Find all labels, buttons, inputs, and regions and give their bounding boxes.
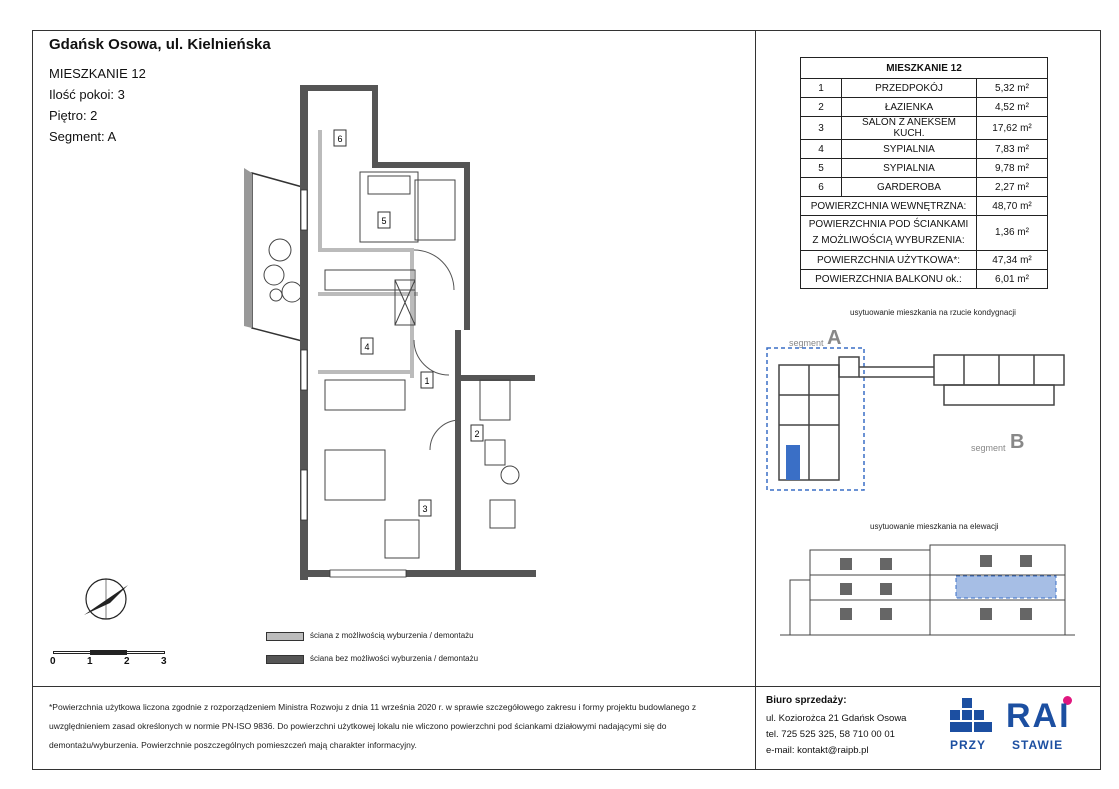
balcony [244, 168, 306, 342]
internal-area-row: POWIERZCHNIA WEWNĘTRZNA: 48,70 m² [801, 197, 1048, 216]
segment-label: Segment: A [49, 129, 117, 144]
table-row: 3 SALON Z ANEKSEM KUCH. 17,62 m² [801, 117, 1048, 140]
legend-dark-text: ściana bez możliwości wyburzenia / demontażu [310, 654, 479, 663]
page-title: Gdańsk Osowa, ul. Kielnieńska [49, 36, 271, 53]
horizontal-divider [32, 686, 1101, 687]
elevation-drawing [780, 540, 1075, 640]
segment-b-word: segment [971, 443, 1006, 453]
walls-area-row: POWIERZCHNIA POD ŚCIANKAMI Z MOŻLIWOŚCIĄ WYBURZENIA: 1,36 m² [801, 216, 1048, 251]
segment-b-letter: B [1010, 431, 1025, 453]
logo-sub-right: STAWIE [1012, 738, 1064, 752]
logo-sub-left: PRZY [950, 738, 987, 752]
office-phone: tel. 725 525 325, 58 710 00 01 [766, 729, 895, 740]
rai-logo [950, 696, 1080, 758]
table-row: 4 SYPIALNIA 7,83 m² [801, 140, 1048, 159]
area-table [800, 57, 1048, 289]
scale-tick-0: 0 [50, 656, 56, 667]
office-heading: Biuro sprzedaży: [766, 695, 847, 706]
rooms-count: Ilość pokoi: 3 [49, 87, 125, 102]
table-row: 5 SYPIALNIA 9,78 m² [801, 159, 1048, 178]
floor-plan [230, 80, 540, 580]
scale-tick-1: 1 [87, 656, 93, 667]
logo-word: RAI [1006, 697, 1071, 735]
room-number-5: 5 [381, 216, 387, 226]
scale-tick-2: 2 [124, 656, 130, 667]
apartment-label: MIESZKANIE 12 [49, 66, 146, 81]
elevation-caption: usytuowanie mieszkania na elewacji [870, 522, 999, 531]
north-arrow-icon [78, 575, 138, 625]
segment-a-letter: A [827, 327, 842, 349]
room-number-3: 3 [422, 504, 428, 514]
segment-a-word: segment [789, 338, 824, 348]
table-row: 6 GARDEROBA 2,27 m² [801, 178, 1048, 197]
room-number-1: 1 [424, 376, 430, 386]
table-row: 2 ŁAZIENKA 4,52 m² [801, 98, 1048, 117]
table-row: 1 PRZEDPOKÓJ 5,32 m² [801, 79, 1048, 98]
vertical-divider [755, 30, 756, 686]
room-number-6: 6 [337, 134, 343, 144]
balcony-area-row: POWIERZCHNIA BALKONU ok.: 6,01 m² [801, 270, 1048, 289]
scale-tick-3: 3 [161, 656, 167, 667]
footnote: *Powierzchnia użytkowa liczona zgodnie z rozporządzeniem Ministra Rozwoju z dnia 11 września 2020 r. w sprawie szczegółowego zakresu i formy projektu budowlanego z uwzględnieniem zasad określonych w normie PN-ISO 9836. Do powierzchni użytkowej lokalu nie wliczono powierzchni pod ściankami działowymi nadającymi się do demontażu/wyburzenia. Powierzchnie poszczególnych pomieszczeń mają charakter informacyjny. [49, 702, 697, 750]
room-number-4: 4 [364, 342, 370, 352]
table-title: MIESZKANIE 12 [801, 58, 1048, 79]
legend-swatch-light [266, 632, 304, 641]
floor-number: Piętro: 2 [49, 108, 98, 123]
office-email[interactable]: e-mail: kontakt@raipb.pl [766, 745, 869, 756]
footer-divider [755, 686, 756, 770]
office-address: ul. Koziorożca 21 Gdańsk Osowa [766, 713, 907, 724]
room-number-2: 2 [474, 429, 480, 439]
legend-light-text: ściana z możliwością wyburzenia / demontażu [310, 631, 474, 640]
legend-swatch-dark [266, 655, 304, 664]
usable-area-row: POWIERZCHNIA UŻYTKOWA*: 47,34 m² [801, 251, 1048, 270]
floor-location-map [764, 345, 1074, 495]
floor-location-caption: usytuowanie mieszkania na rzucie kondygnacji [850, 308, 1016, 317]
